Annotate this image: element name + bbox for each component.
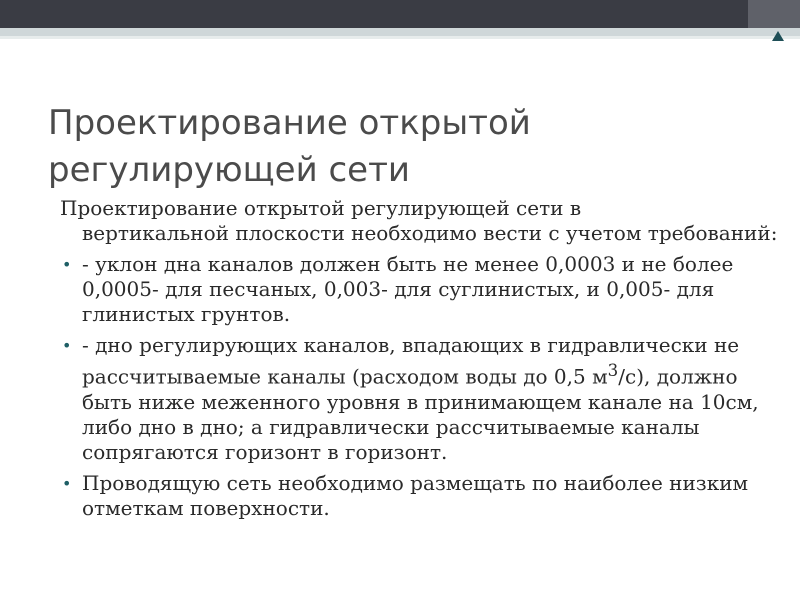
bullet-list [60, 252, 780, 521]
bullet-dot-icon: • [62, 473, 72, 493]
bullet-text: Проводящую сеть необходимо размещать по наиболее низким отметкам поверхности. [82, 470, 749, 520]
header-bar [0, 0, 800, 28]
list-item [60, 252, 780, 327]
bullet-dot-icon: • [62, 255, 72, 274]
title-line-2: регулирующей сети [48, 150, 410, 190]
intro-line-2: вертикальной плоскости необходимо вести с учетом требований: [82, 221, 778, 245]
bullet-text-part2: /с), должно быть ниже меженного уровня в принимающем канале на 10см, либо дно в дно; а гидравлически рассчитываемые каналы сопрягаются горизонт в горизонт. [82, 364, 759, 464]
list-item [60, 333, 780, 465]
slide-body [60, 196, 780, 527]
slide-title [48, 100, 748, 194]
intro-line-1: Проектирование открытой регулирующей сети в [60, 196, 582, 220]
bullet-text-part1: - дно регулирующих каналов, впадающих в гидравлически не рассчитываемые каналы (расходом воды до 0,5 м [82, 333, 740, 389]
list-item [60, 471, 780, 521]
header-stripe-light [0, 36, 800, 39]
header-accent-block [748, 0, 800, 28]
superscript: 3 [607, 361, 619, 380]
title-line-1: Проектирование открытой [48, 103, 531, 143]
bullet-text: - уклон дна каналов должен быть не менее 0,0003 и не более 0,0005- для песчаных, 0,003- для суглинистых, и 0,005- для глинистых грунтов. [82, 252, 734, 326]
triangle-marker-icon [772, 31, 784, 41]
bullet-dot-icon: • [62, 336, 72, 355]
intro-paragraph [60, 196, 780, 246]
header-stripe [0, 28, 800, 36]
